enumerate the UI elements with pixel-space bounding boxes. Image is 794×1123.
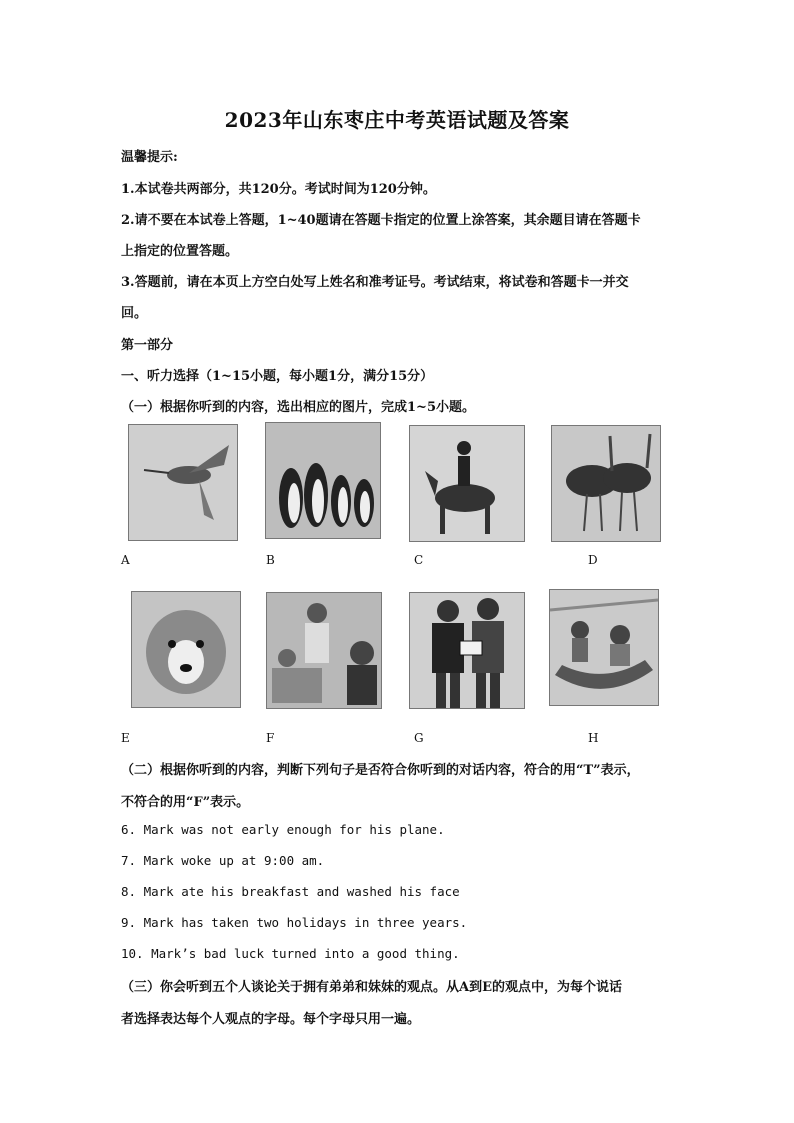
statement: 7. Mark woke up at 9:00 am. (121, 853, 325, 868)
picture-label: G (414, 731, 424, 745)
statement: 9. Mark has taken two holidays in three years. (121, 915, 468, 930)
tip-line: 上指定的位置答题。 (121, 244, 239, 259)
page-title: 2023年山东枣庄中考英语试题及答案 (224, 108, 570, 132)
boat-cartoon-icon (549, 589, 659, 706)
statement: 6. Mark was not early enough for his plane. (121, 822, 445, 837)
subsection-heading: 者选择表达每个人观点的字母。每个字母只用一遍。 (121, 1012, 421, 1027)
picture-label: F (266, 731, 275, 745)
section-heading: 一、听力选择（1~15小题，每小题1分，满分15分） (121, 369, 434, 384)
picture-label: A (121, 553, 130, 567)
subsection-heading: （三）你会听到五个人谈论关于拥有弟弟和妹妹的观点。从A到E的观点中，为每个说话 (121, 980, 622, 995)
tip-line: 1.本试卷共两部分，共120分。考试时间为120分钟。 (121, 182, 436, 197)
picture-label: E (121, 731, 130, 745)
picture-label: H (588, 731, 599, 745)
two-men-reading-icon (409, 592, 525, 709)
picture-label: D (588, 553, 598, 567)
subsection-heading: （一）根据你听到的内容，选出相应的图片，完成1~5小题。 (121, 400, 475, 415)
penguins-icon (265, 422, 381, 539)
horse-rider-icon (409, 425, 525, 542)
tip-line: 回。 (121, 306, 148, 321)
tip-line: 3.答题前，请在本页上方空白处写上姓名和准考证号。考试结束，将试卷和答题卡一并交 (121, 275, 629, 290)
picture-label: B (266, 553, 275, 567)
picture-label: C (414, 553, 424, 567)
statement: 8. Mark ate his breakfast and washed his face (121, 884, 460, 899)
ostriches-icon (551, 425, 661, 542)
tip-line: 2.请不要在本试卷上答题，1~40题请在答题卡指定的位置上涂答案，其余题目请在答题卡 (121, 213, 641, 228)
subsection-heading: 不符合的用“F”表示。 (121, 795, 250, 810)
family-icon (266, 592, 382, 709)
part-heading: 第一部分 (121, 338, 174, 353)
subsection-heading: （二）根据你听到的内容，判断下列句子是否符合你听到的对话内容，符合的用“T”表示， (121, 763, 640, 778)
statement: 10. Mark’s bad luck turned into a good thing. (121, 946, 460, 961)
dog-icon (131, 591, 241, 708)
hummingbird-icon (128, 424, 238, 541)
tips-heading: 温馨提示: (121, 150, 178, 165)
